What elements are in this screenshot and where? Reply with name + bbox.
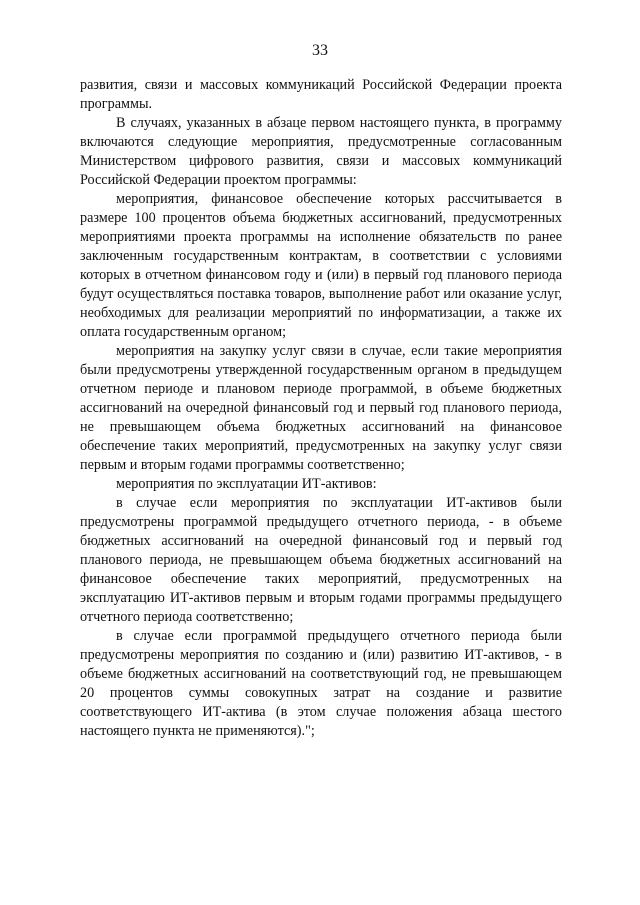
paragraph-2: В случаях, указанных в абзаце первом настоящего пункта, в программу включаются следующие мероприятия, предусмотренные согласованным Министерством цифрового развития, связи и массовых коммуникаций Российской Федерации проектом программы: bbox=[80, 115, 562, 188]
paragraph-1: развития, связи и массовых коммуникаций Российской Федерации проекта программы. bbox=[80, 77, 562, 112]
paragraph-5: мероприятия по эксплуатации ИТ-активов: bbox=[116, 476, 377, 492]
paragraph-4: мероприятия на закупку услуг связи в случае, если такие мероприятия были предусмотрены утвержденной государственным органом в предыдущем отчетном периоде и плановом периоде программой, в объеме бюджетных ассигнований на очередной финансовый год и первый год планового периода, не превышающем объема бюджетных ассигнований на финансовое обеспечение таких мероприятий, предусмотренных на закупку услуг связи первым и вторым годами программы соответственно; bbox=[80, 343, 562, 473]
page-number: 33 bbox=[312, 42, 328, 59]
paragraph-6: в случае если мероприятия по эксплуатации ИТ-активов были предусмотрены программой предыдущего отчетного периода, - в объеме бюджетных ассигнований на очередной финансовый год и первый год планового периода, не превышающем объема бюджетных ассигнований на финансовое обеспечение таких мероприятий, предусмотренных на эксплуатацию ИТ-активов первым и вторым годами программы предыдущего отчетного периода соответственно; bbox=[80, 495, 562, 625]
paragraph-3: мероприятия, финансовое обеспечение которых рассчитывается в размере 100 процентов объема бюджетных ассигнований, предусмотренных мероприятиями проекта программы на исполнение обязательств по ранее заключенным государственным контрактам, в соответствии с условиями которых в отчетном финансовом году и (или) в первый год планового периода будут осуществляться поставка товаров, выполнение работ или оказание услуг, необходимых для реализации мероприятий по информатизации, а также их оплата государственным органом; bbox=[80, 191, 562, 340]
paragraph-7: в случае если программой предыдущего отчетного периода были предусмотрены мероприятия по созданию и (или) развитию ИТ-активов, - в объеме бюджетных ассигнований на соответствующий год, не превышающем 20 процентов суммы совокупных затрат на создание и развитие соответствующего ИТ-актива (в этом случае положения абзаца шестого настоящего пункта не применяются)."; bbox=[80, 628, 562, 739]
document-body bbox=[80, 76, 562, 741]
